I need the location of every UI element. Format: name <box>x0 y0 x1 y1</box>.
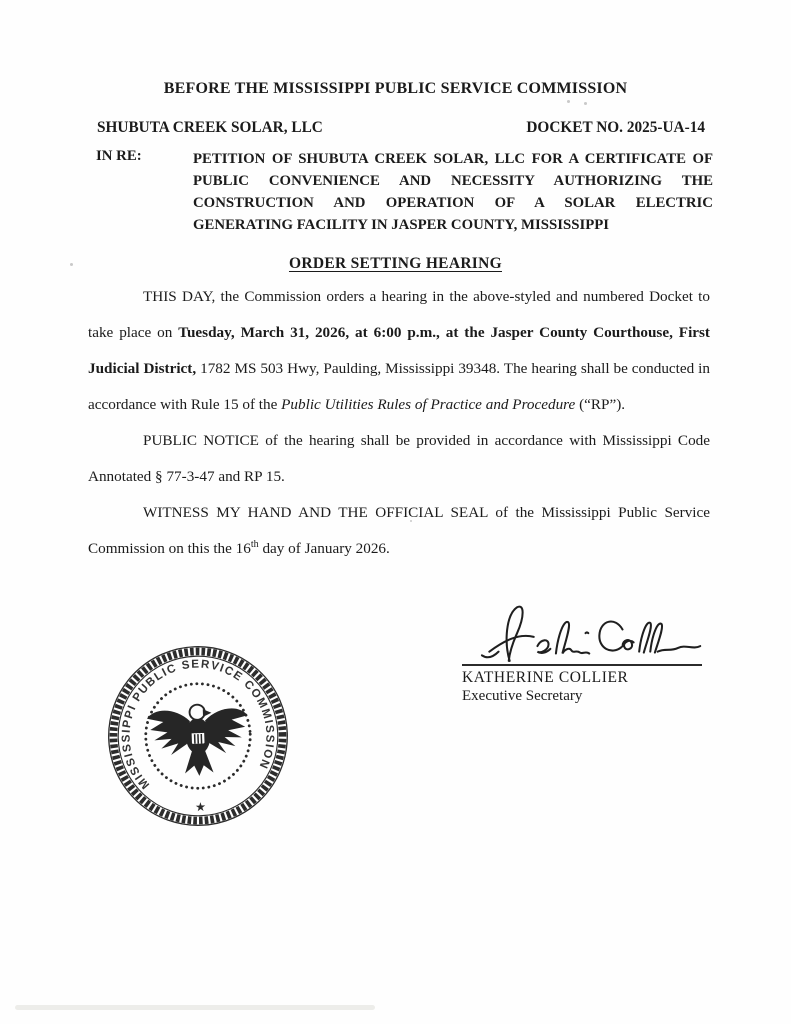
docket-number: DOCKET NO. 2025-UA-14 <box>526 119 705 136</box>
paragraph-public-notice: PUBLIC NOTICE of the hearing shall be provided in accordance with Mississippi Code Annotated § 77-3-47 and RP 15. <box>88 432 710 485</box>
scan-speck <box>70 263 73 266</box>
scan-streak <box>15 1005 375 1010</box>
hearing-address-run: 1782 MS 503 Hwy, Paulding, Mississippi 39348. The hearing shall be conducted in accordance with Rule 15 of the <box>88 360 710 413</box>
in-re-text: PETITION OF SHUBUTA CREEK SOLAR, LLC FOR A CERTIFICATE OF PUBLIC CONVENIENCE AND NECESSITY AUTHORIZING THE CONSTRUCTION AND OPERATION OF A SOLAR ELECTRIC GENERATING FACILITY IN JASPER COUNTY, MISSISSIPPI <box>193 151 713 233</box>
signature-line <box>462 664 702 666</box>
court-title: BEFORE THE MISSISSIPPI PUBLIC SERVICE COMMISSION <box>163 80 628 97</box>
caption-row <box>97 119 705 137</box>
order-heading-wrap <box>0 255 791 273</box>
witness-text-run: WITNESS MY HAND AND THE OFFICIAL SEAL of the Mississippi Public Service Commission on this the 16 <box>88 504 710 557</box>
scan-speck <box>410 520 412 522</box>
scan-speck <box>584 102 587 105</box>
commission-seal <box>100 638 297 835</box>
paragraph-witness <box>88 495 710 567</box>
in-re-label: IN RE: <box>96 148 142 164</box>
in-re-block <box>96 148 713 236</box>
seal-star: ★ <box>194 799 207 815</box>
eagle-icon <box>147 703 250 778</box>
signature-block <box>462 598 707 705</box>
secretary-name: KATHERINE COLLIER <box>462 669 629 686</box>
hearing-text-run: THIS DAY, the Commission orders a hearing in the above-styled and numbered Docket to take place on <box>88 288 710 341</box>
secretary-title: Executive Secretary <box>462 688 583 704</box>
seal-ring-text: MISSISSIPPI PUBLIC SERVICE COMMISSION <box>120 658 276 791</box>
paragraph-hearing <box>88 279 710 423</box>
scan-speck <box>567 100 570 103</box>
ordinal-superscript: th <box>250 538 259 550</box>
order-heading: ORDER SETTING HEARING <box>288 255 502 272</box>
hearing-datetime-location: Tuesday, March 31, 2026, at 6:00 p.m., at the Jasper County Courthouse, First Judicial District, <box>88 324 710 377</box>
witness-date-run: day of January 2026. <box>258 540 390 557</box>
rules-title: Public Utilities Rules of Practice and Procedure <box>281 396 576 413</box>
party-name: SHUBUTA CREEK SOLAR, LLC <box>97 119 323 136</box>
signature-scribble <box>476 598 708 672</box>
rules-abbrev: (“RP”). <box>575 396 626 413</box>
